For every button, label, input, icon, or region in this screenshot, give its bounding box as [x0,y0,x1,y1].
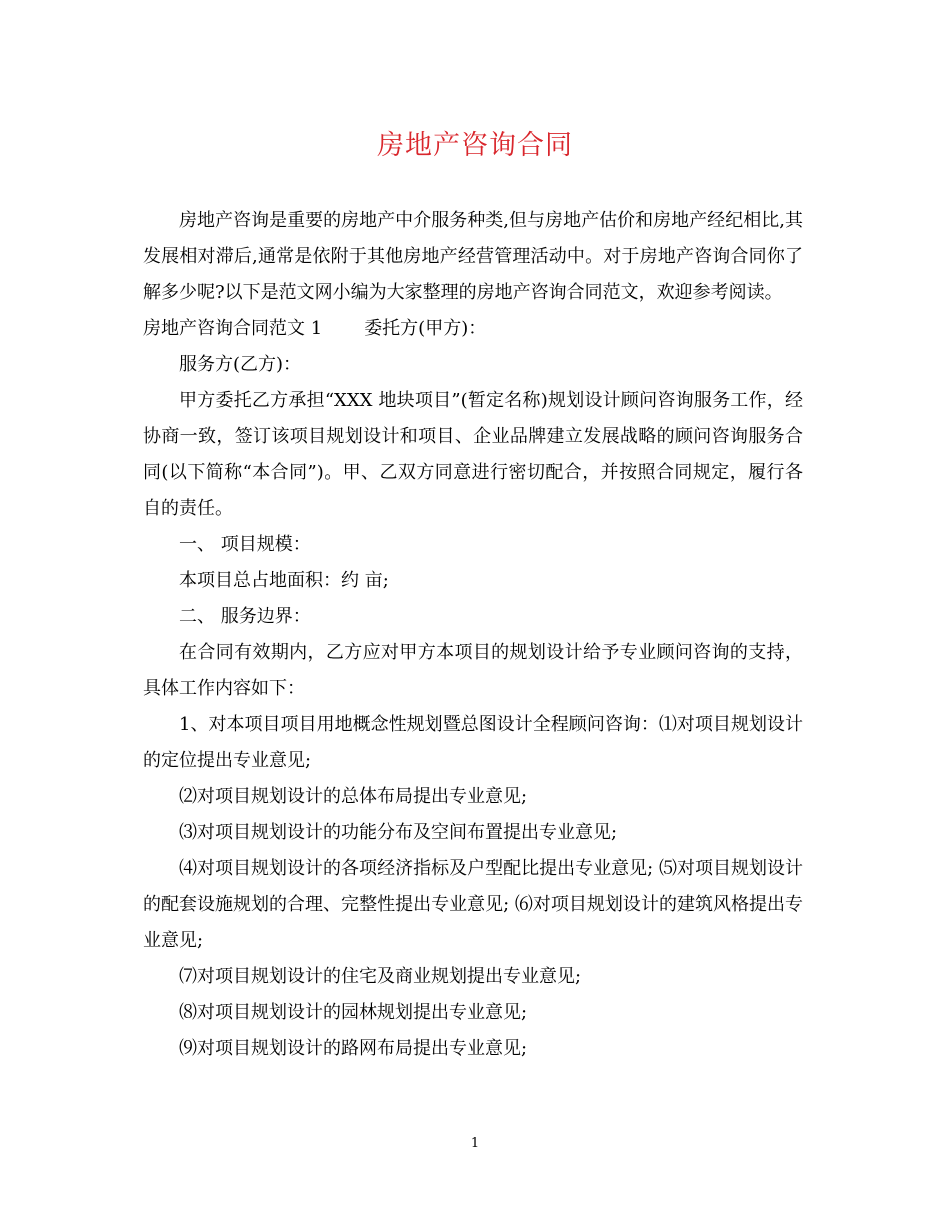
scope-item-2: ⑵对项目规划设计的总体布局提出专业意见; [179,786,528,807]
intro-paragraph: 房地产咨询是重要的房地产中介服务种类,但与房地产估价和房地产经纪相比,其发展相对滞后,通常是依附于其他房地产经营管理活动中。对于房地产咨询合同你了解多少呢?以下是范文网小编为大家整理的房地产咨询合同范文，欢迎参考阅读。 [143,210,803,303]
section-one-heading: 一、 项目规模： [179,534,311,555]
scope-item-1: 1、对本项目项目用地概念性规划暨总图设计全程顾问咨询：⑴对项目规划设计的定位提出专业意见; [143,714,803,771]
scope-item-9: ⑼对项目规划设计的路网布局提出专业意见; [179,1038,528,1059]
scope-item-3: ⑶对项目规划设计的功能分布及空间布置提出专业意见; [179,822,618,843]
area-paragraph: 本项目总占地面积：约 亩; [179,570,389,591]
commission-paragraph: 甲方委托乙方承担“XXX 地块项目”(暂定名称)规划设计顾问咨询服务工作，经协商一致，签订该项目规划设计和项目、企业品牌建立发展战略的顾问咨询服务合同(以下简称“本合同”)。甲、乙双方同意进行密切配合，并按照合同规定，履行各自的责任。 [143,390,803,519]
scope-item-8: ⑻对项目规划设计的园林规划提出专业意见; [179,1002,528,1023]
scope-intro-paragraph: 在合同有效期内，乙方应对甲方本项目的规划设计给予专业顾问咨询的支持，具体工作内容如下： [143,642,803,699]
page-number: 1 [470,1136,480,1151]
document-body [143,203,803,1067]
client-label: 委托方(甲方)： [364,318,487,339]
section-two-heading: 二、 服务边界： [179,606,311,627]
scope-item-7: ⑺对项目规划设计的住宅及商业规划提出专业意见; [179,966,582,987]
document-title: 房地产咨询合同 [377,130,573,161]
sample-heading-line [143,311,803,347]
provider-label: 服务方(乙方)： [179,354,302,375]
scope-item-4-6: ⑷对项目规划设计的各项经济指标及户型配比提出专业意见; ⑸对项目规划设计的配套设施规划的合理、完整性提出专业意见; ⑹对项目规划设计的建筑风格提出专业意见; [143,858,803,951]
sample-heading: 房地产咨询合同范文 1 [143,318,323,339]
